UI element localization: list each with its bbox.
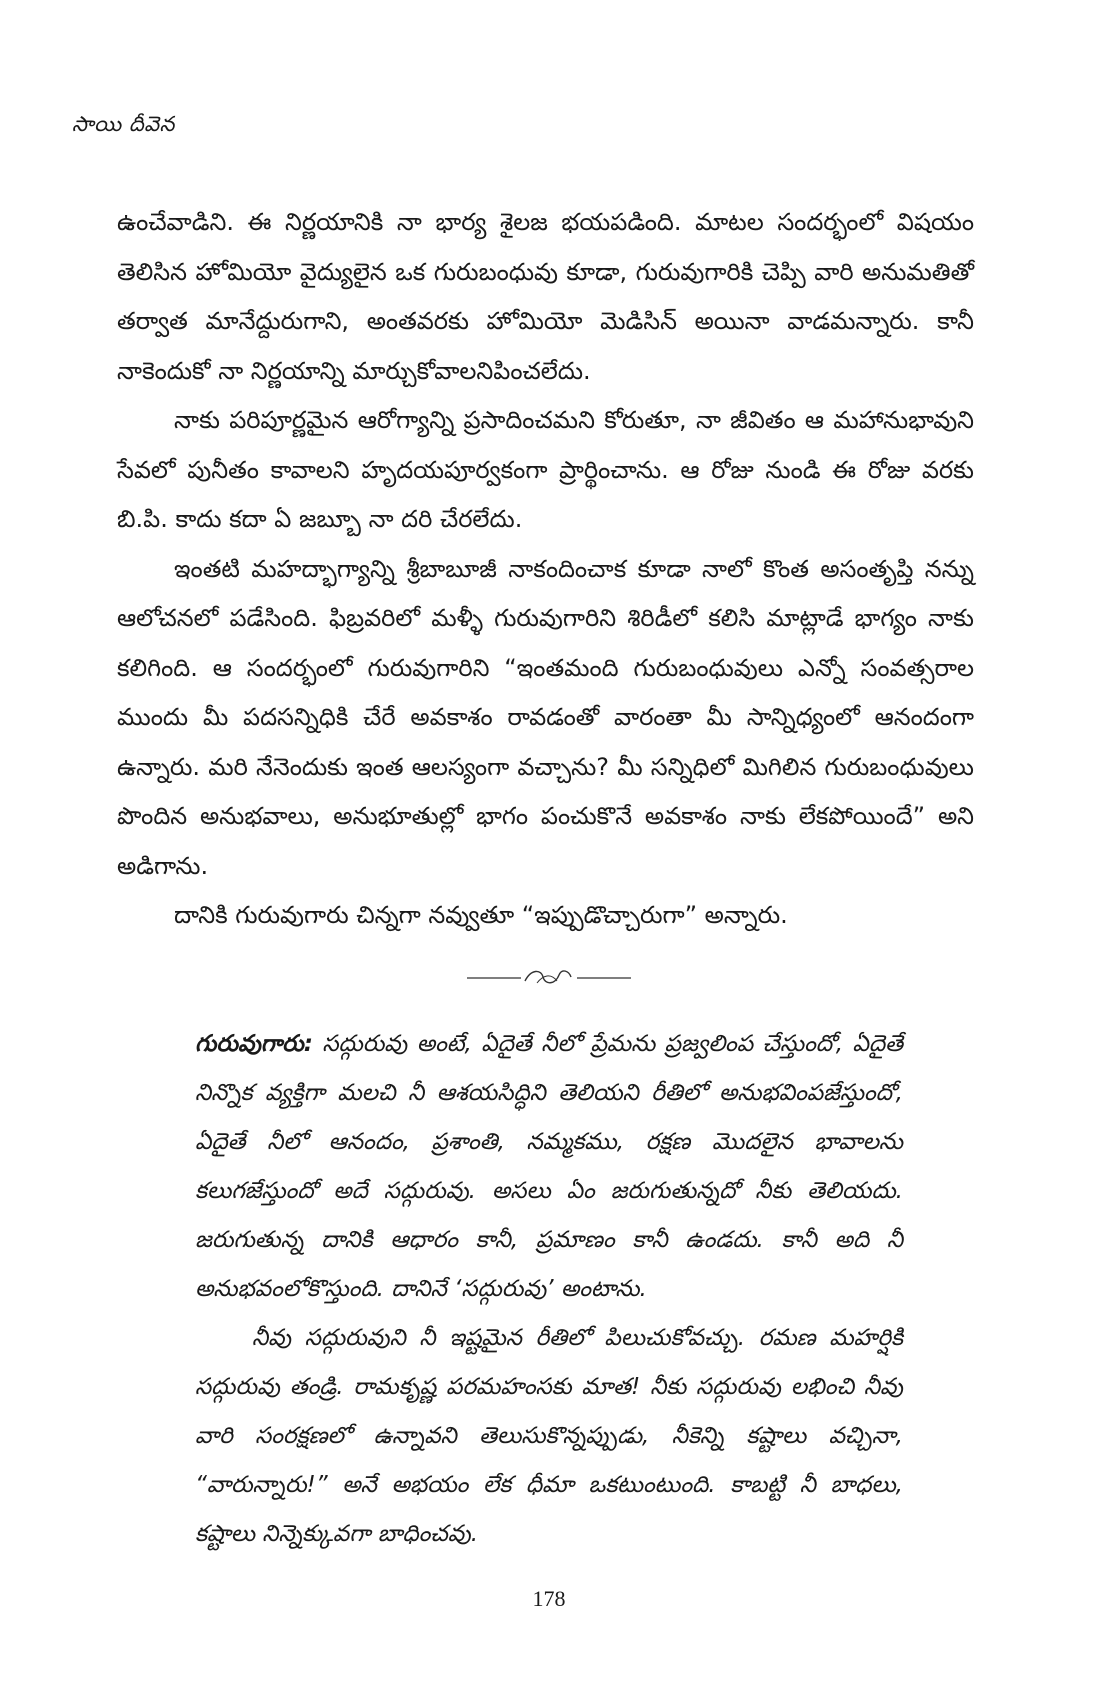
- quote-paragraph-1: [195, 1020, 903, 1314]
- quote-paragraph-2: నీవు సద్గురువుని నీ ఇష్టమైన రీతిలో పిలుచుకోవచ్చు. రమణ మహర్షికి సద్గురువు తండ్రి. రామకృష్ణ పరమహంసకు మాత! నీకు సద్గురువు లభించి నీవు వారి సంరక్షణలో ఉన్నావని తెలుసుకొన్నప్పుడు, నీకెన్ని కష్టాలు వచ్చినా, “వారున్నారు!” అనే అభయం లేక ధీమా ఒకటుంటుంది. కాబట్టి నీ బాధలు, కష్టాలు నిన్నెక్కువగా బాధించవు.: [195, 1325, 903, 1547]
- running-title: సాయి దీవెన: [72, 112, 175, 136]
- paragraph-3: ఇంతటి మహద్భాగ్యాన్ని శ్రీబాబూజీ నాకందించాక కూడా నాలో కొంత అసంతృప్తి నన్ను ఆలోచనలో పడేసింది. ఫిబ్రవరిలో మళ్ళీ గురువుగారిని శిరిడీలో కలిసి మాట్లాడే భాగ్యం నాకు కలిగింది. ఆ సందర్భంలో గురువుగారిని “ఇంతమంది గురుబంధువులు ఎన్నో సంవత్సరాల ముందు మీ పదసన్నిధికి చేరే అవకాశం రావడంతో వారంతా మీ సాన్నిధ్యంలో ఆనందంగా ఉన్నారు. మరి నేనెందుకు ఇంత ఆలస్యంగా వచ్చాను? మీ సన్నిధిలో మిగిలిన గురుబంధువులు పొందిన అనుభవాలు, అనుభూతుల్లో భాగం పంచుకొనే అవకాశం నాకు లేకపోయిందే” అని అడిగాను.: [117, 554, 974, 880]
- paragraph-1: ఉంచేవాడిని. ఈ నిర్ణయానికి నా భార్య శైలజ భయపడింది. మాటల సందర్భంలో విషయం తెలిసిన హోమియో వైద్యులైన ఒక గురుబంధువు కూడా, గురువుగారికి చెప్పి వారి అనుమతితో తర్వాత మానేద్దురుగాని, అంతవరకు హోమియో మెడిసిన్ అయినా వాడమన్నారు. కానీ నాకెందుకో నా నిర్ణయాన్ని మార్చుకోవాలనిపించలేదు.: [117, 208, 974, 385]
- main-text: [117, 198, 974, 941]
- quote-text-1: సద్గురువు అంటే, ఏదైతే నీలో ప్రేమను ప్రజ్వలింప చేస్తుందో, ఏదైతే నిన్నొక వ్యక్తిగా మలచి నీ ఆశయసిద్ధిని తెలియని రీతిలో అనుభవింపజేస్తుందో, ఏదైతే నీలో ఆనందం, ప్రశాంతి, నమ్మకము, రక్షణ మొదలైన భావాలను కలుగజేస్తుందో అదే సద్గురువు. అసలు ఏం జరుగుతున్నదో నీకు తెలియదు. జరుగుతున్న దానికి ఆధారం కానీ, ప్రమాణం కానీ ఉండదు. కానీ అది నీ అనుభవంలోకొస్తుంది. దానినే ‘సద్గురువు’ అంటాను.: [195, 1031, 904, 1302]
- speaker-label: గురువుగారు:: [195, 1031, 313, 1057]
- guru-quote: [195, 1020, 903, 1559]
- page-number: 178: [532, 1586, 566, 1611]
- paragraph-2: నాకు పరిపూర్ణమైన ఆరోగ్యాన్ని ప్రసాదించమని కోరుతూ, నా జీవితం ఆ మహానుభావుని సేవలో పునీతం కావాలని హృదయపూర్వకంగా ప్రార్థించాను. ఆ రోజు నుండి ఈ రోజు వరకు బి.పి. కాదు కదా ఏ జబ్బూ నా దరి చేరలేదు.: [117, 406, 974, 533]
- flourish-divider-icon: [459, 963, 639, 993]
- paragraph-4: దానికి గురువుగారు చిన్నగా నవ్వుతూ “ఇప్పుడొచ్చారుగా” అన్నారు.: [174, 901, 788, 929]
